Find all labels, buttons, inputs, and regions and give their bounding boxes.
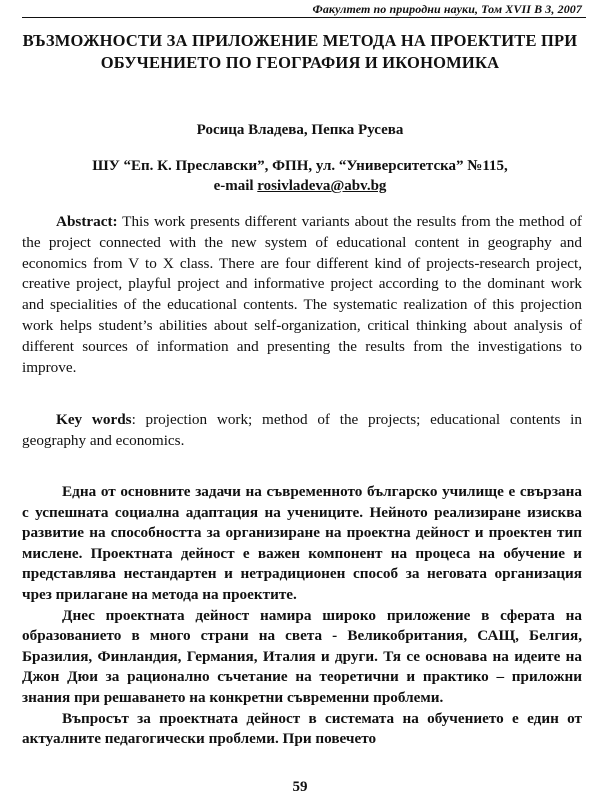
abstract-paragraph: [22, 212, 582, 378]
body-paragraph: Една от основните задачи на съвременното българско училище е свързана с успешната социална адаптация на учениците. Нейното реализиране изисква развитие на способността за организиране на проектна дейност и проектен тип мислене. Проектната дейност е важен компонент на процеса на обучение и представлява нестандартен и нетрадиционен способ за неговата организация чрез прилагане на метода на проектите.: [22, 483, 582, 603]
abstract-text: This work presents different variants about the results from the method of the project connected with the new system of educational content in geography and economics from V to X class. There are four different kind of projects-research project, creative project, playful project and informative project according to the dominant work and specialities of the educational contents. The systematic realization of this projection work helps student’s abilities about self-organization, critical thinking about analysis of different sources of information and presenting the results from the investigations to improve.: [22, 213, 582, 376]
page-number: 59: [292, 779, 308, 795]
paper-affiliation: [22, 156, 578, 196]
keywords-paragraph: [22, 410, 582, 452]
paper-title: ВЪЗМОЖНОСТИ ЗА ПРИЛОЖЕНИЕ МЕТОДА НА ПРОЕКТИТЕ ПРИ ОБУЧЕНИЕТО ПО ГЕОГРАФИЯ И ИКОНОМИКА: [22, 31, 578, 72]
running-header: Факултет по природни науки, Том XVII В 3, 2007: [312, 2, 582, 16]
paper-authors: Росица Владева, Пепка Русева: [196, 122, 404, 138]
email-label: e-mail: [213, 178, 254, 194]
email-link[interactable]: rosivladeva@abv.bg: [257, 178, 387, 194]
header-rule: [22, 17, 586, 18]
keywords-text: : projection work; method of the projects; educational contents in geography and economics.: [22, 411, 582, 449]
abstract-label: Abstract:: [56, 213, 118, 230]
keywords-label: Key words: [56, 411, 132, 428]
body-paragraph: Въпросът за проектната дейност в системата на обучението е един от актуалните педагогически проблеми. При повечето: [22, 709, 582, 748]
affiliation-address: ШУ “Еп. К. Преславски”, ФПН, ул. “Университетска” №115,: [92, 158, 508, 174]
body-paragraph: Днес проектната дейност намира широко приложение в сферата на образованието в много страни на света - Великобритания, САЩ, Белгия, Бразилия, Финландия, Германия, Италия и други. Тя се основава на идеите на Джон Дюи за рационално съчетание на теоретични и практико – приложни знания при решаването на конкретни съвременни проблеми.: [22, 606, 582, 706]
body-text: [22, 482, 582, 750]
affiliation-email-line: [22, 176, 578, 196]
